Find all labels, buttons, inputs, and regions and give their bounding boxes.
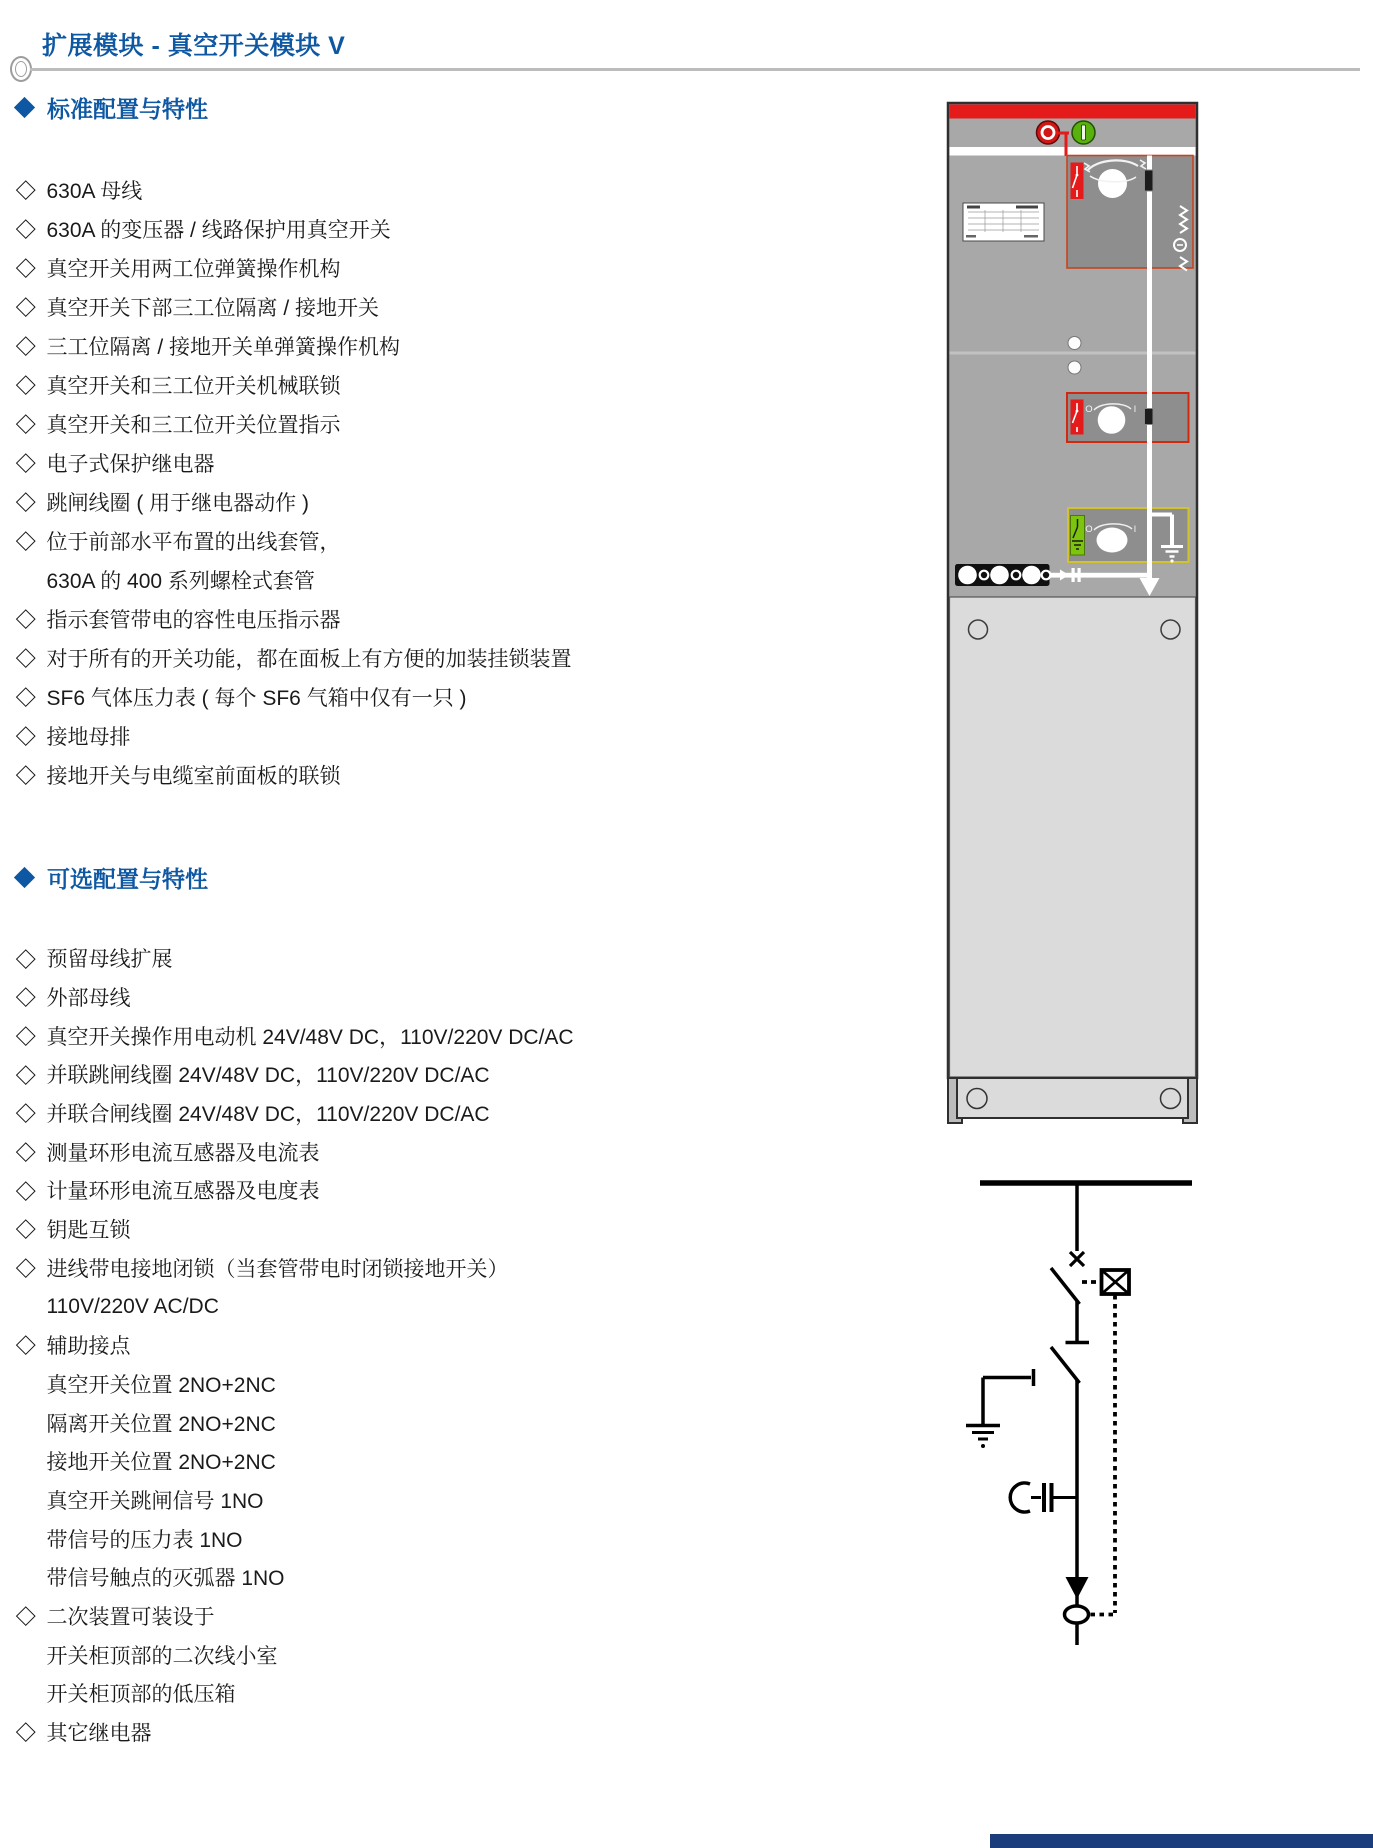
list-item-text: 预留母线扩展 — [46, 948, 173, 972]
interlock-box-symbol — [1102, 1270, 1130, 1294]
list-item-text: 真空开关操作用电动机 24V/48V DC，110V/220V DC/AC — [46, 1025, 574, 1049]
cabinet-base — [948, 1078, 1197, 1123]
operating-knob-icon — [1098, 169, 1127, 198]
switchgear-cabinet-illustration — [948, 103, 1197, 1123]
list-item-text: 位于前部水平布置的出线套管， — [46, 530, 341, 554]
footer-bar — [990, 1834, 1373, 1848]
on-button-icon — [1072, 121, 1095, 144]
disconnector-indicator — [1071, 400, 1084, 435]
list-item-text: 110V/220V AC/DC — [46, 1294, 219, 1318]
list-item-text: 进线带电接地闭锁（当套管带电时闭锁接地开关） — [46, 1257, 509, 1281]
vacuum-switch-mimic-panel — [1067, 156, 1193, 269]
list-item-text: 测量环形电流互感器及电流表 — [46, 1141, 320, 1165]
disconnector-mimic-panel — [1067, 393, 1189, 442]
list-item-text: 真空开关和三工位开关位置指示 — [46, 413, 341, 437]
knob-open-marking: O — [1085, 404, 1093, 415]
optional-config-heading-text: 可选配置与特性 — [47, 865, 208, 892]
list-item-text: 其它继电器 — [46, 1722, 152, 1746]
list-item-text: 带信号的压力表 1NO — [46, 1528, 243, 1552]
list-item-text: 三工位隔离 / 接地开关单弹簧操作机构 — [46, 335, 401, 359]
list-item-text: 开关柜顶部的低压箱 — [46, 1683, 236, 1707]
list-item-text: 接地母排 — [46, 725, 131, 749]
list-item-text: 真空开关下部三工位隔离 / 接地开关 — [46, 296, 380, 320]
knob-closed-marking: I — [1133, 404, 1137, 415]
rating-nameplate — [963, 203, 1044, 241]
list-item-text: 对于所有的开关功能，都在面板上有方便的加装挂锁装置 — [46, 647, 572, 671]
operating-knob-icon — [1097, 528, 1128, 553]
list-item-text: 真空开关和三工位开关机械联锁 — [46, 374, 341, 398]
cable-arrow-symbol — [1066, 1577, 1089, 1599]
list-item-text: 电子式保护继电器 — [46, 452, 215, 476]
operating-shaft-socket — [1145, 409, 1154, 425]
single-line-diagram — [966, 1183, 1192, 1645]
list-item-text: 630A 母线 — [46, 179, 143, 203]
list-item-text: 外部母线 — [46, 987, 131, 1011]
compartment-divider — [950, 352, 1196, 355]
list-item-text: SF6 气体压力表 ( 每个 SF6 气箱中仅有一只 ) — [46, 686, 467, 710]
list-item-text: 接地开关与电缆室前面板的联锁 — [46, 764, 341, 788]
list-item-text: 接地开关位置 2NO+2NC — [46, 1451, 276, 1475]
padlock-hole-icon — [1068, 361, 1081, 374]
connection-cross-symbol — [1070, 1252, 1084, 1266]
list-item-text: 钥匙互锁 — [46, 1219, 131, 1243]
cabinet-white-stripe — [950, 147, 1196, 156]
list-item-text: 630A 的 400 系列螺栓式套管 — [46, 569, 315, 593]
capacitive-indicator-symbol — [1010, 1483, 1075, 1512]
list-item-text: 辅助接点 — [46, 1335, 131, 1359]
standard-config-heading-text: 标准配置与特性 — [47, 95, 208, 122]
list-item-text: 真空开关位置 2NO+2NC — [46, 1373, 276, 1397]
breaker-switch-symbol — [1051, 1347, 1080, 1383]
list-item-text: 跳闸线圈 ( 用于继电器动作 ) — [46, 491, 309, 515]
list-item-text: 隔离开关位置 2NO+2NC — [46, 1412, 276, 1436]
list-item-text: 真空开关跳闸信号 1NO — [46, 1489, 264, 1513]
disconnector-switch-symbol — [1051, 1268, 1080, 1304]
operating-shaft-socket — [1145, 170, 1154, 191]
list-item-text: 指示套管带电的容性电压指示器 — [46, 608, 341, 632]
list-item-text: 计量环形电流互感器及电度表 — [46, 1180, 320, 1204]
list-item-text: 真空开关用两工位弹簧操作机构 — [46, 257, 341, 281]
cabinet-top-red-bar — [950, 105, 1196, 119]
list-item-text: 开关柜顶部的二次线小室 — [46, 1644, 278, 1668]
list-item-text: 并联合闸线圈 24V/48V DC，110V/220V DC/AC — [46, 1103, 490, 1127]
list-item-text: 并联跳闸线圈 24V/48V DC，110V/220V DC/AC — [46, 1064, 490, 1088]
list-item-text: 630A 的变压器 / 线路保护用真空开关 — [46, 218, 391, 242]
knob-open-marking: O — [1085, 524, 1093, 535]
cable-bushings-strip — [955, 564, 1050, 586]
vacuum-switch-indicator — [1071, 163, 1084, 200]
page-title: 扩展模块 - 真空开关模块 V — [42, 32, 346, 60]
list-item-text: 二次装置可装设于 — [46, 1606, 215, 1630]
earthing-switch-indicator — [1071, 516, 1085, 556]
list-item-text: 带信号触点的灭弧器 1NO — [46, 1567, 285, 1591]
cable-compartment-panel — [950, 597, 1196, 1077]
operating-knob-icon — [1098, 406, 1126, 434]
cable-termination-symbol — [1065, 1606, 1089, 1623]
earth-symbol — [966, 1369, 1034, 1448]
knob-closed-marking: I — [1133, 524, 1137, 535]
padlock-hole-icon — [1068, 337, 1081, 350]
